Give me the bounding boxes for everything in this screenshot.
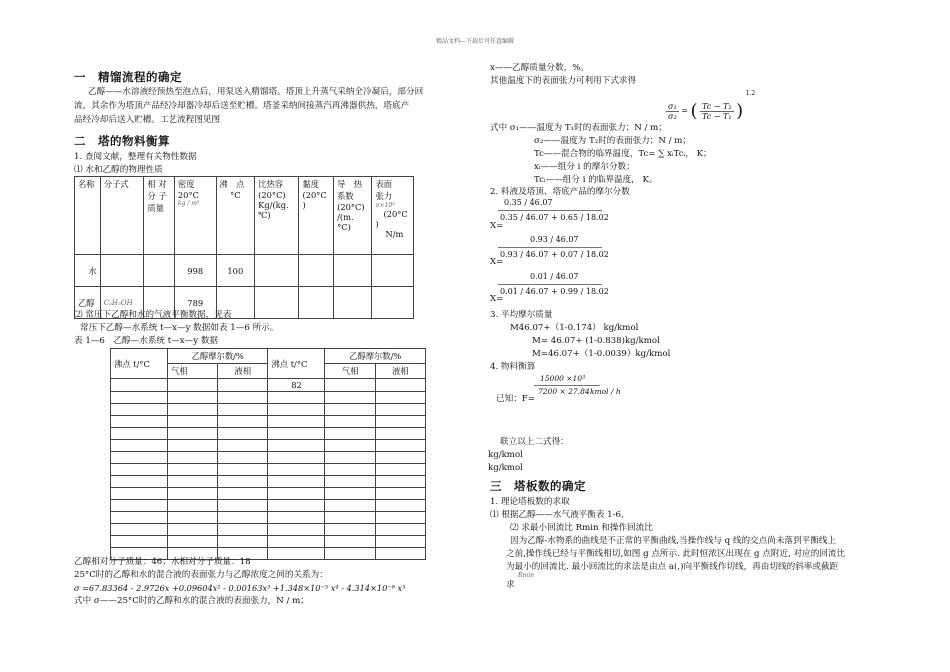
- section-2-title: 二 塔的物料衡算: [74, 134, 170, 148]
- m-line-2: M= 46.07+ (1-0.838)kg/kmol: [532, 336, 660, 346]
- def-sigma2: σ₂——温度为 T₂时的表面张力；N / m；: [534, 136, 691, 146]
- fraction-1-numerator: 0.35 / 46.07: [504, 198, 553, 207]
- vle-row: [111, 392, 426, 404]
- kg-kmol-1: kg/kmol: [488, 450, 523, 460]
- s3-item-1a: ⑴ 根据乙醇——水气液平衡表 1-6，: [490, 510, 630, 520]
- item-1b: ⑵ 常压下乙醇和水的气液平衡数据，见表: [74, 310, 232, 320]
- properties-row-ethanol: 乙醇 C₂H₅OH 789: [75, 287, 414, 319]
- f-unit: kmol / h: [590, 387, 621, 396]
- vle-row: [111, 452, 426, 464]
- section-3-title: 三 塔板数的确定: [490, 479, 586, 493]
- m-line-1: M46.07+（1-0.174） kg/kmol: [510, 323, 639, 333]
- properties-row-water: 水 998 100: [75, 255, 414, 287]
- surface-tension-definition: 式中 σ——25°C时的乙醇和水的混合液的表面张力，N / m；: [74, 596, 309, 606]
- table2-caption: 表 1—6 乙醇—水系统 t—x—y 数据: [74, 336, 219, 346]
- x-label-1: X=: [490, 221, 504, 231]
- s3-item-1: 1. 理论塔板数的求取: [490, 497, 570, 507]
- surface-tension-formula: σ =67.83364 - 2.9726x +0.09604x² - 0.00163x³ +1.348×10⁻⁵ x⁴ - 4.314×10⁻⁸ x⁵: [74, 583, 406, 593]
- vle-row: [111, 416, 426, 428]
- item-1: 1. 查阅文献，整理有关物性数据: [74, 152, 197, 162]
- item-2: 2. 料液及塔顶、塔底产品的摩尔分数: [490, 187, 630, 197]
- fraction-1-bar: [498, 210, 602, 211]
- molecular-weight-line: 乙醇相对分子质量：46；水相对分子质量：18: [74, 557, 251, 567]
- th-density: 密度 20°C kg / m³: [174, 177, 216, 255]
- x-label-2: X=: [490, 257, 504, 267]
- m-line-3: M=46.07+（1-0.0039）kg/kmol: [532, 349, 671, 359]
- fraction-2-bar: [498, 247, 602, 248]
- vle-row: [111, 440, 426, 452]
- f-label: 已知：F=: [496, 394, 535, 404]
- fraction-3-numerator: 0.01 / 46.07: [530, 272, 579, 281]
- vle-row: [111, 476, 426, 488]
- s3-para-line-2: 之前,操作线已经与平衡线相切,如图 g 点所示. 此时恒浓区出现在 g 点附近, 对应的回流比: [506, 549, 846, 559]
- fraction-1-denominator: 0.35 / 46.07 + 0.65 / 18.02: [500, 213, 609, 222]
- s3-para-line-1: 因为乙醇-水物系的曲线是不正常的平衡曲线,当操作线与 q 线的交点尚未落到平衡线上: [510, 536, 836, 546]
- def-tci: Tcᵢ——组分 i 的临界温度， K。: [534, 175, 658, 185]
- th-viscosity: 黏度 (20°C ): [299, 177, 334, 255]
- other-temp-line: 其他温度下的表面张力可利用下式求得: [490, 76, 637, 86]
- vle-table: [110, 348, 426, 560]
- properties-table: [74, 176, 414, 319]
- fraction-2-denominator: 0.93 / 46.07 + 0.07 / 18.02: [500, 250, 609, 259]
- vle-row: [111, 464, 426, 476]
- s3-item-1b: ⑵ 求最小回流比 Rmin 和操作回流比: [510, 523, 653, 533]
- s3-para-line-3: 为最小的回流比. 最小回流比的求法是由点 a(,)向平衡线作切线，再由切线的斜率或截距: [506, 562, 839, 572]
- th-conductivity: 导 热 系数 (20°C) /(m. °C): [334, 177, 372, 255]
- item-1a: ⑴ 水和乙醇的物理性质: [74, 165, 163, 175]
- vle-row: 82: [111, 379, 426, 392]
- item-3: 3. 平均摩尔质量: [490, 310, 553, 320]
- page-header: 精品文档---下载后可任意编辑: [435, 38, 515, 45]
- section-1-para-line-1: 乙醇——水溶液经预热至泡点后，用泵送入精馏塔。塔顶上升蒸气采纳全冷凝后，部分回: [88, 87, 424, 97]
- vle-row: [111, 428, 426, 440]
- th-name: 名称: [75, 177, 101, 255]
- vle-row: [111, 404, 426, 416]
- eq-lhs-fraction: $\frac{\text{σ₁}}{\text{σ₂}}$: [668, 101, 677, 121]
- def-xi: xᵢ——组分 i 的摩尔分数；: [534, 162, 635, 172]
- x-definition: x——乙醇质量分数，%。: [490, 63, 589, 73]
- f-denominator: 7200 × 27.84: [538, 387, 590, 396]
- f-fraction-bar: [534, 385, 600, 386]
- eq-rhs-fraction: $\frac{\text{Tc − T₂}}{\text{Tc − T₁}}$: [702, 101, 732, 121]
- solve-line: 联立以上二式得：: [500, 437, 569, 447]
- kg-kmol-2: kg/kmol: [488, 463, 523, 473]
- surface-tension-equation: $\frac{\text{σ₁}}{\text{σ₂}}$ = ( $\frac{\text{Tc − T₂}}{\text{Tc − T₁}}$ ) $^{1.2}$: [668, 90, 756, 122]
- th-bp: 沸 点 °C: [216, 177, 255, 255]
- fraction-3-bar: [498, 284, 602, 285]
- item-4: 4. 物料衡算: [490, 362, 536, 372]
- fraction-2-numerator: 0.93 / 46.07: [530, 235, 579, 244]
- vle-row: [111, 500, 426, 512]
- th-cp: 比热容 (20°C) Kg/(kg. ℃): [255, 177, 299, 255]
- s3-para-line-4: 求: [506, 580, 515, 590]
- def-sigma1: 式中 σ₁——温度为 T₁时的表面张力；N / m；: [490, 123, 667, 133]
- surface-tension-intro: 25°C时的乙醇和水的混合液的表面张力与乙醇浓度之间的关系为：: [74, 570, 328, 580]
- x-label-3: X=: [490, 294, 504, 304]
- vle-row: [111, 512, 426, 524]
- th-mw: 相 对 分 子 质量: [144, 177, 175, 255]
- vle-row: [111, 488, 426, 500]
- vle-row: [111, 524, 426, 536]
- rmin-symbol: Rmin: [518, 572, 534, 579]
- fraction-3-denominator: 0.01 / 46.07 + 0.99 / 18.02: [500, 287, 609, 296]
- vle-row: [111, 536, 426, 548]
- vle-header-row-1: 沸点 t/°C 乙醇摩尔数/% 沸点 t/°C 乙醇摩尔数/%: [111, 349, 426, 364]
- section-1-para-line-3: 品经冷却后送入贮槽。工艺流程图见图: [74, 115, 221, 125]
- section-1-title: 一 精馏流程的确定: [74, 70, 182, 84]
- properties-header-row: [75, 177, 414, 255]
- item-1b-line-2: 常压下乙醇—水系统 t—x—y 数据如表 1—6 所示。: [80, 323, 279, 333]
- def-tc: Tc——混合物的临界温度，Tc= ∑ xᵢTcᵢ， K；: [534, 149, 712, 159]
- section-1-para-line-2: 流，其余作为塔顶产品经冷却器冷却后送至贮槽。塔釜采纳间接蒸汽再沸器供热，塔底产: [74, 101, 410, 111]
- f-numerator: 15000 ×10³: [540, 374, 586, 383]
- vle-header-row-2: 气相 液相 气相 液相: [111, 364, 426, 379]
- th-surface-tension: 表面 张力 σ×10³ (20°C ) N/m: [372, 177, 414, 255]
- th-formula: 分子式: [100, 177, 144, 255]
